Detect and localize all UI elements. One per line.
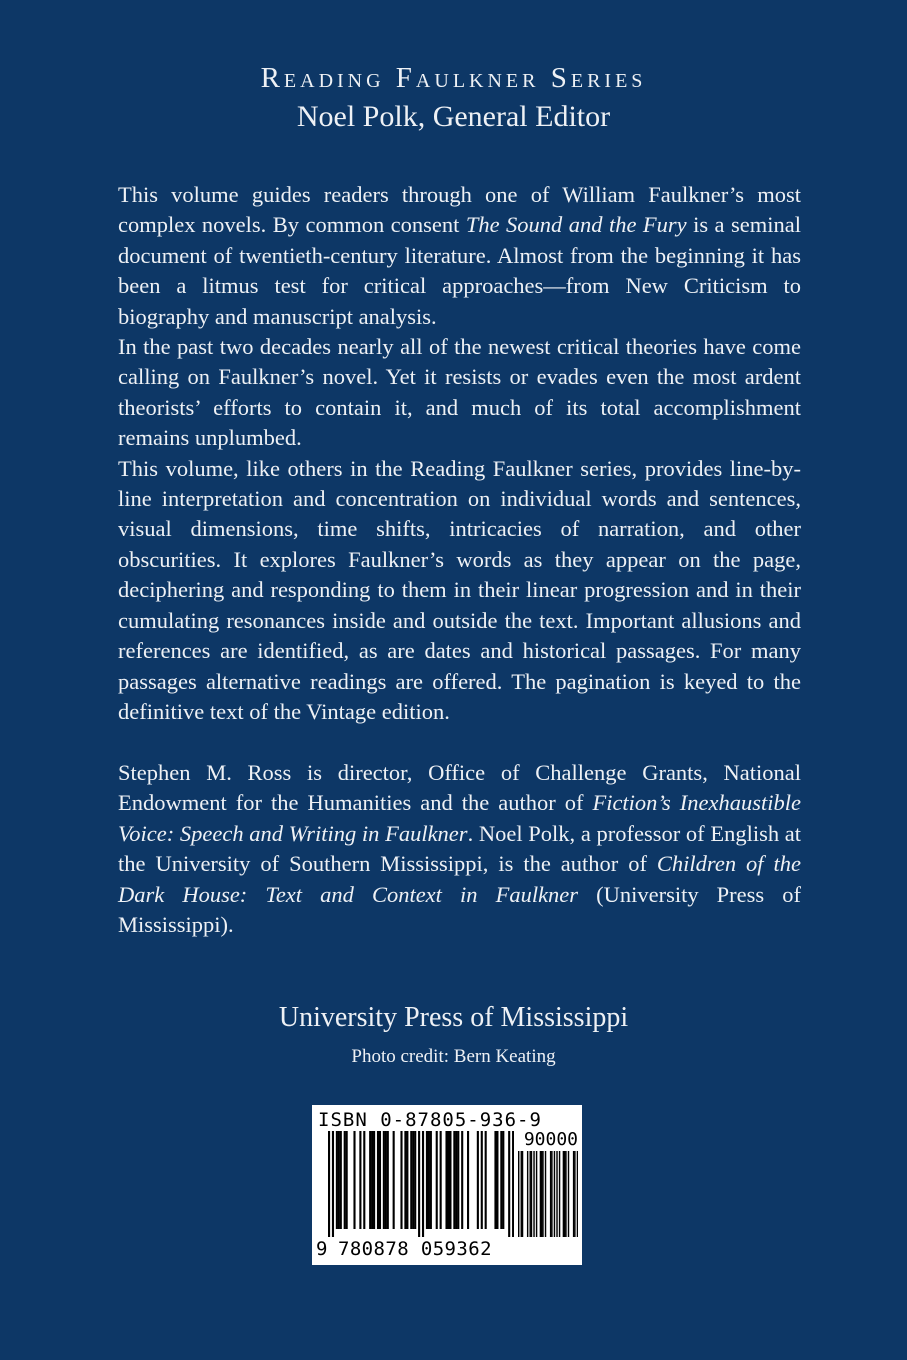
barcode-bar [328,1131,330,1237]
description-paragraph-2: In the past two decades nearly all of the newest critical theories have come calling on Faulkner’s novel. Yet it resists or evades even the most ardent theorists’ efforts to contain it, and much of its total accomplishment remains unplumbed. [118,334,801,451]
barcode-bar [406,1131,408,1229]
barcode-bar [385,1131,387,1229]
addon-bar [527,1151,528,1237]
addon-bar [529,1151,530,1237]
barcode-bar [336,1131,338,1229]
addon-bar [568,1151,569,1237]
text-run: . Noel Polk, a professor of English at the University of Southern Mississippi, is the author of [118,820,801,877]
barcode-bar [369,1131,371,1229]
barcode-bar [414,1131,416,1229]
barcode-bar [338,1131,340,1229]
italic-title: Children of the Dark House: Text and Context in Faulkner [118,851,801,907]
addon-bar [531,1151,532,1237]
barcode-bar [508,1131,510,1237]
addon-bar [541,1151,542,1237]
barcode-bar [377,1131,379,1229]
photo-credit: Photo credit: Bern Keating [351,1046,556,1067]
barcode-bar [346,1131,348,1229]
ean-first-digit: 9 [316,1238,328,1260]
text-run: is a seminal document of twentieth-century literature. Almost from the beginning it has been a litmus test for critical approaches—from New Criticism to biography and manuscript analysis. [118,212,801,329]
barcode-bar [494,1131,496,1229]
description-paragraph-1 [118,180,801,332]
barcode-bar [447,1131,449,1229]
addon-bar [577,1151,578,1237]
addon-bar [573,1151,574,1237]
barcode-bar [467,1131,469,1229]
addon-bar [564,1151,565,1237]
barcode-bar [496,1131,498,1229]
barcode-bar [449,1131,451,1229]
addon-bar [574,1151,575,1237]
addon-bar [545,1151,546,1237]
barcode-bar [340,1131,342,1229]
barcode-bar [371,1131,373,1229]
barcode-bar [359,1131,361,1229]
barcode-bar [379,1131,381,1229]
ean-digits: 780878 059362 [338,1238,492,1260]
barcode-bar [461,1131,463,1229]
price-code: 90000 [523,1129,578,1150]
barcode-bar [412,1131,414,1229]
text-run: This volume guides readers through one of William Faulkner’s most complex novels. By common consent [118,182,801,238]
barcode-bar [440,1131,442,1229]
description-paragraph-3: This volume, like others in the Reading Faulkner series, provides line-by-line interpretation and concentration on individual words and sentences, visual dimensions, time shifts, intricacies of narration, and other obscurities. It explores Faulkner’s words as they appear on the page, deciphering and responding to them in their linear progression and in their cumulating resonances inside and outside the text. Important allusions and references are identified, as are dates and historical passages. For many passages alternative readings are offered. The pagination is keyed to the definitive text of the Vintage edition. [118,455,801,724]
addon-barcode-bars [518,1151,578,1237]
addon-bar [563,1151,564,1237]
barcode-bar [363,1131,365,1229]
addon-bar [554,1151,555,1237]
barcode-bar [410,1131,412,1229]
isbn-number: ISBN 0-87805-936-9 [318,1109,542,1131]
barcode-bar [393,1131,395,1229]
barcode-bar [404,1131,406,1229]
barcode-bar [481,1131,483,1229]
barcode-bar [436,1131,438,1229]
barcode-bar [428,1131,430,1229]
series-title: Reading Faulkner Series [260,62,647,94]
isbn-barcode [312,1105,582,1265]
barcode-bar [477,1131,479,1229]
barcode-bar [502,1131,504,1229]
general-editor: Noel Polk, General Editor [296,100,611,133]
barcode-bar [353,1131,355,1229]
addon-bar [551,1151,552,1237]
addon-bar [522,1151,523,1237]
barcode-bar [430,1131,432,1229]
addon-bar [565,1151,566,1237]
ean-barcode-bars [328,1131,514,1237]
addon-bar [542,1151,543,1237]
barcode-bar [373,1131,375,1229]
addon-bar [533,1151,534,1237]
author-bio [118,758,801,940]
text-run: (University Press of Mississippi). [118,881,801,938]
barcode-bar [400,1131,402,1229]
barcode-bar [332,1131,334,1237]
barcode-bar [344,1131,346,1229]
barcode-bar [512,1131,514,1237]
author-bio-paragraph [118,758,801,940]
text-run: Stephen M. Ross is director, Office of Challenge Grants, National Endowment for the Humanities and the author of [118,760,801,816]
addon-bar [521,1151,522,1237]
barcode-bar [422,1131,424,1237]
addon-bar [550,1151,551,1237]
addon-bar [556,1151,557,1237]
publisher-name: University Press of Mississippi [278,1002,629,1033]
barcode-bar [383,1131,385,1229]
barcode-bar [387,1131,389,1229]
addon-bar [536,1151,537,1237]
barcode-bar [485,1131,487,1229]
addon-bar [540,1151,541,1237]
barcode-bar [500,1131,502,1229]
barcode-bar [418,1131,420,1237]
barcode-bar [426,1131,428,1229]
barcode-bar [453,1131,455,1229]
barcode-bar [457,1131,459,1229]
barcode-bar [445,1131,447,1229]
book-description [118,180,801,727]
addon-bar [559,1151,560,1237]
italic-title: Fiction’s Inexhaustible Voice: Speech and Writing in Faulkner [118,790,802,846]
addon-bar [518,1151,519,1237]
italic-title: The Sound and the Fury [465,212,687,238]
barcode-bar [455,1131,457,1229]
